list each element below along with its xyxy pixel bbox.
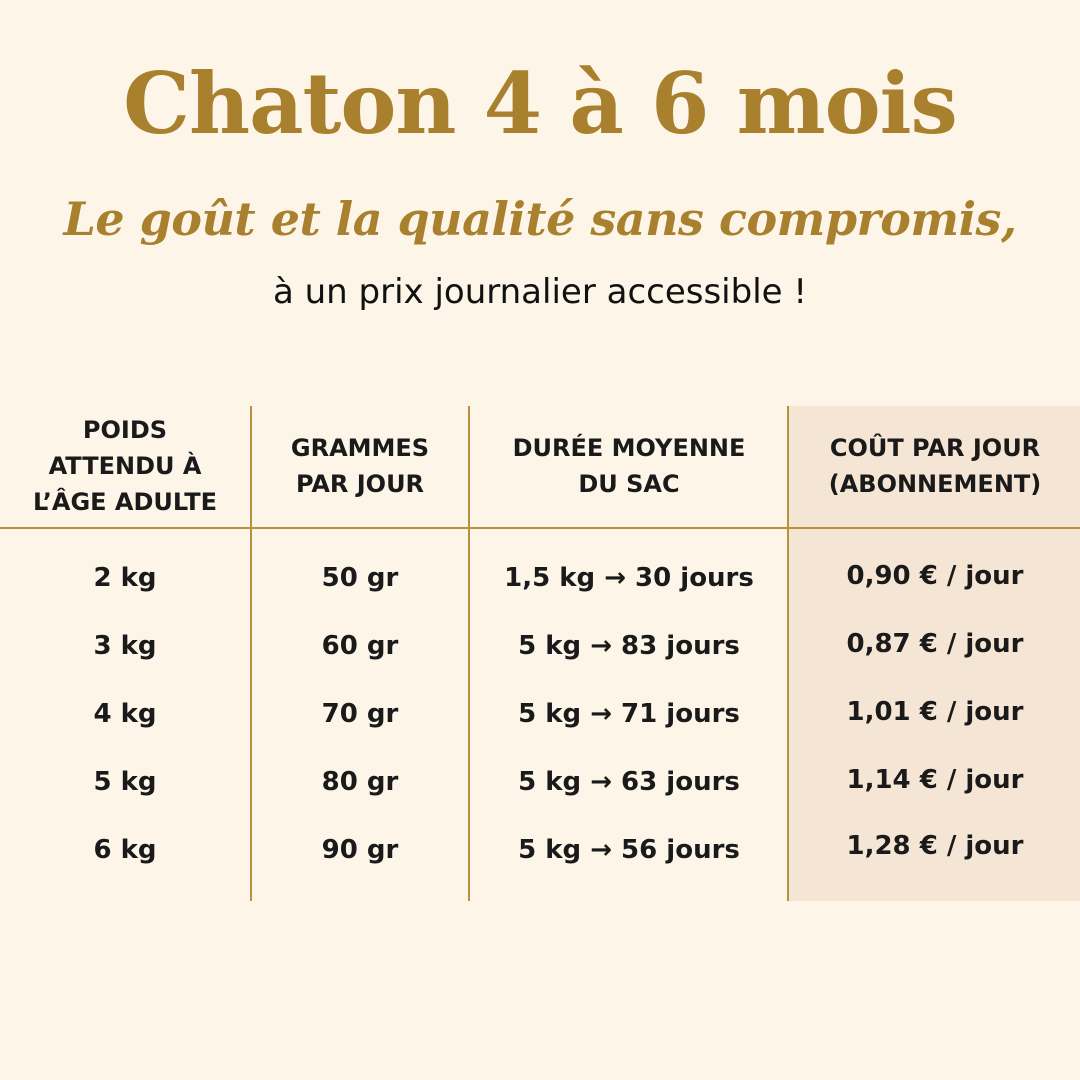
- table-cell-grams: 60 gr: [321, 631, 399, 661]
- table-cell-cost: 1,01 € / jour: [846, 697, 1024, 727]
- column-header-line: COÛT PAR JOUR: [829, 434, 1041, 462]
- table-cell-duration: 5 kg → 63 jours: [518, 767, 740, 797]
- page-title: Chaton 4 à 6 mois: [123, 54, 957, 153]
- column-header-line: GRAMMES: [290, 434, 430, 462]
- table-cell-cost: 0,87 € / jour: [846, 629, 1024, 659]
- table-cell-grams: 90 gr: [321, 835, 399, 865]
- table-cell-duration: 5 kg → 56 jours: [518, 835, 740, 865]
- column-header-duration: [470, 406, 788, 526]
- column-header-line: ATTENDU À: [48, 452, 202, 480]
- table-cell-weight: 3 kg: [93, 631, 157, 661]
- table-cell-weight: 5 kg: [93, 767, 157, 797]
- table-cell-duration: 5 kg → 71 jours: [518, 699, 740, 729]
- header-divider: [0, 527, 1080, 529]
- page-subtitle: Le goût et la qualité sans compromis,: [63, 192, 1017, 246]
- table-cell-grams: 50 gr: [321, 563, 399, 593]
- table-cell-weight: 4 kg: [93, 699, 157, 729]
- column-header-line: (ABONNEMENT): [828, 470, 1042, 498]
- table-cell-cost: 1,28 € / jour: [846, 831, 1024, 861]
- table-cell-duration: 5 kg → 83 jours: [518, 631, 740, 661]
- page-tagline: à un prix journalier accessible !: [272, 272, 808, 312]
- table-cell-weight: 6 kg: [93, 835, 157, 865]
- table-cell-cost: 1,14 € / jour: [846, 765, 1024, 795]
- column-header-line: DU SAC: [578, 470, 680, 498]
- table-cell-weight: 2 kg: [93, 563, 157, 593]
- column-header-line: PAR JOUR: [295, 470, 425, 498]
- column-header-weight: [0, 406, 250, 526]
- table-cell-grams: 70 gr: [321, 699, 399, 729]
- table-cell-grams: 80 gr: [321, 767, 399, 797]
- column-header-line: DURÉE MOYENNE: [512, 434, 746, 462]
- column-header-line: POIDS: [82, 416, 168, 444]
- column-header-cost: [790, 406, 1080, 526]
- table-cell-duration: 1,5 kg → 30 jours: [504, 563, 754, 593]
- column-header-grams: [252, 406, 468, 526]
- table-cell-cost: 0,90 € / jour: [846, 561, 1024, 591]
- column-header-line: L’ÂGE ADULTE: [33, 488, 217, 516]
